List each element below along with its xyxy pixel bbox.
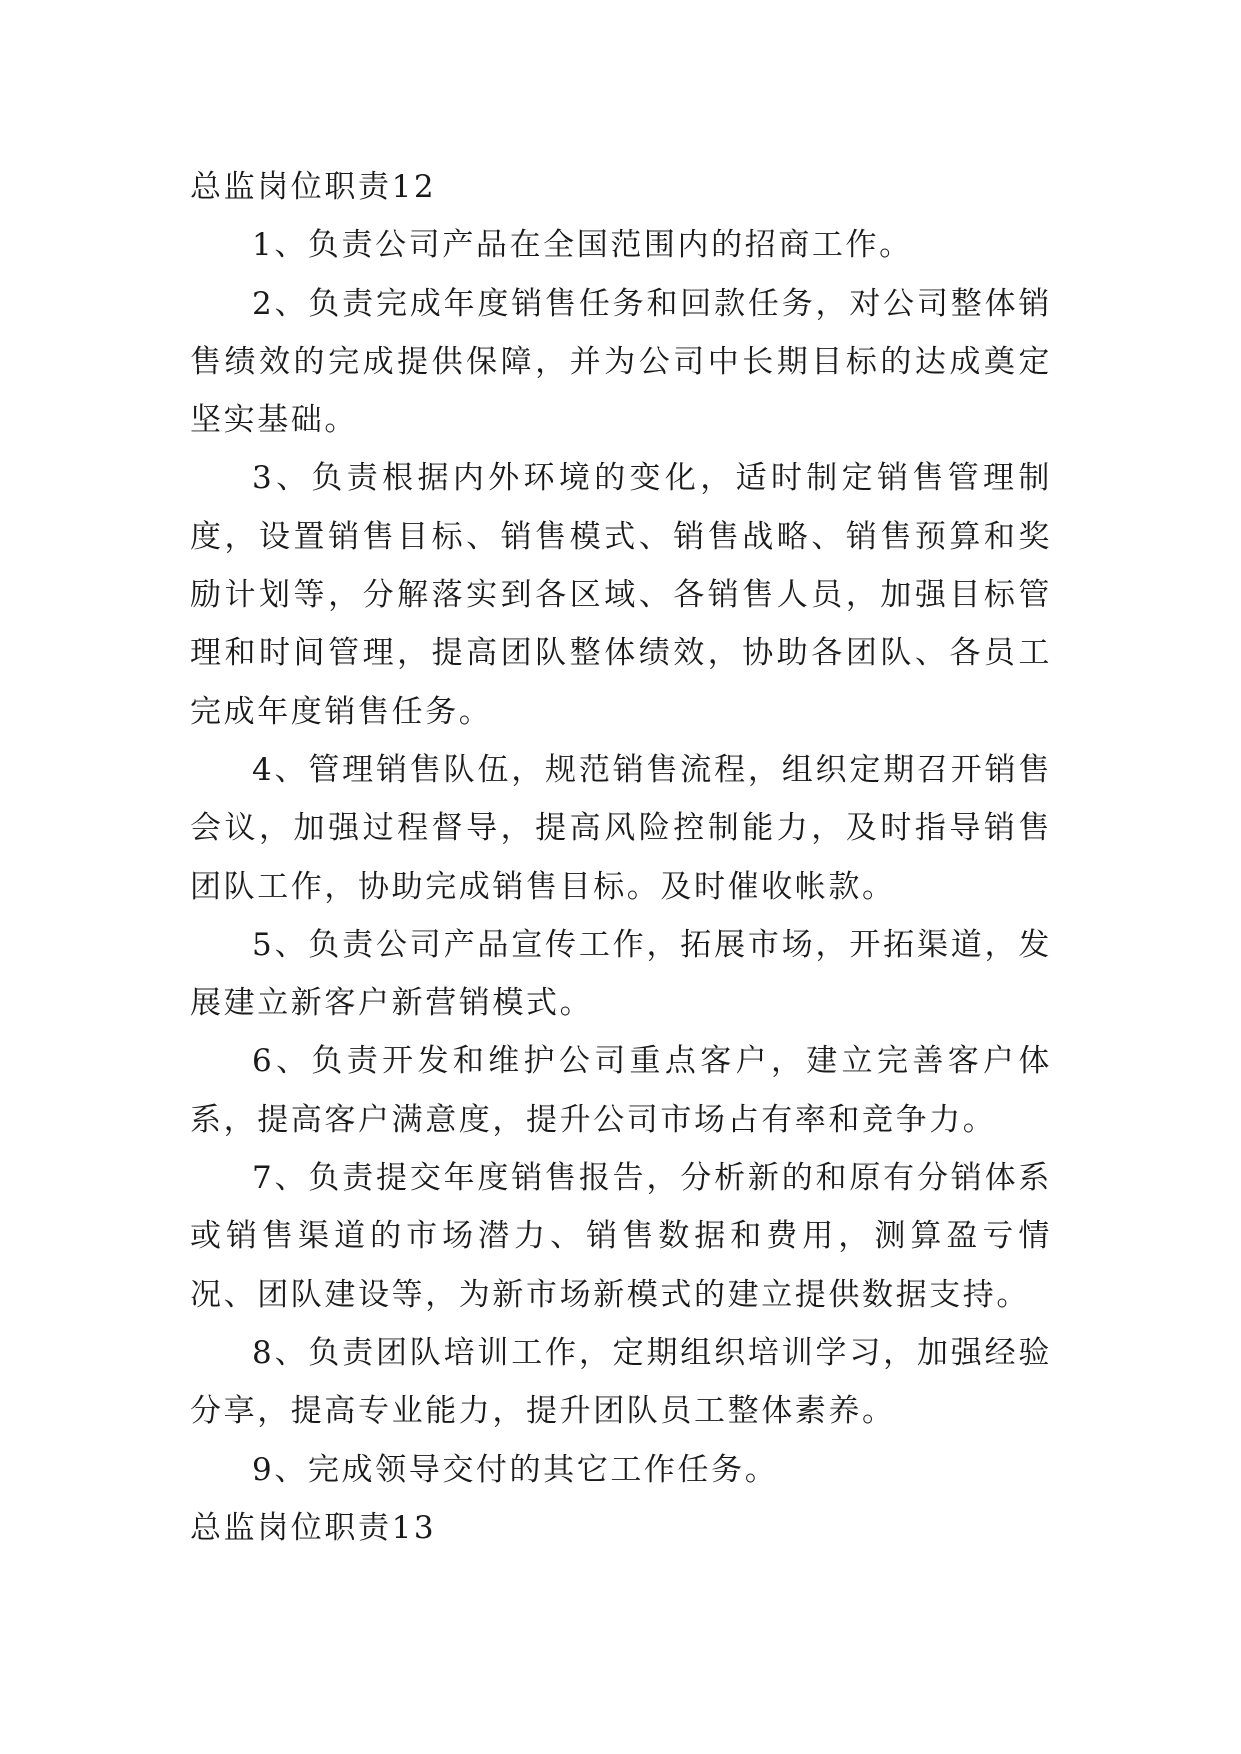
duty-item-8: 8、负责团队培训工作，定期组织培训学习，加强经验分享，提高专业能力，提升团队员工整体素养。 xyxy=(190,1334,1052,1430)
duty-item-2: 2、负责完成年度销售任务和回款任务，对公司整体销售绩效的完成提供保障，并为公司中长期目标的达成奠定坚实基础。 xyxy=(190,285,1052,439)
section-heading-13: 总监岗位职责13 xyxy=(190,1509,437,1546)
duty-item-9: 9、完成领导交付的其它工作任务。 xyxy=(252,1451,779,1488)
document-body xyxy=(190,158,1052,1557)
duty-item-6: 6、负责开发和维护公司重点客户，建立完善客户体系，提高客户满意度，提升公司市场占有率和竞争力。 xyxy=(190,1043,1052,1138)
duty-item-7: 7、负责提交年度销售报告，分析新的和原有分销体系或销售渠道的市场潜力、销售数据和费用，测算盈亏情况、团队建设等，为新市场新模式的建立提供数据支持。 xyxy=(190,1160,1052,1313)
duty-item-4: 4、管理销售队伍，规范销售流程，组织定期召开销售会议，加强过程督导，提高风险控制能力，及时指导销售团队工作，协助完成销售目标。及时催收帐款。 xyxy=(190,751,1052,905)
duty-item-1: 1、负责公司产品在全国范围内的招商工作。 xyxy=(252,227,913,264)
section-heading-12: 总监岗位职责12 xyxy=(190,169,437,205)
duty-item-3: 3、负责根据内外环境的变化，适时制定销售管理制度，设置销售目标、销售模式、销售战略、销售预算和奖励计划等，分解落实到各区域、各销售人员，加强目标管理和时间管理，提高团队整体绩效，协助各团队、各员工完成年度销售任务。 xyxy=(190,460,1052,730)
duty-item-5: 5、负责公司产品宣传工作，拓展市场，开拓渠道，发展建立新客户新营销模式。 xyxy=(190,926,1052,1022)
